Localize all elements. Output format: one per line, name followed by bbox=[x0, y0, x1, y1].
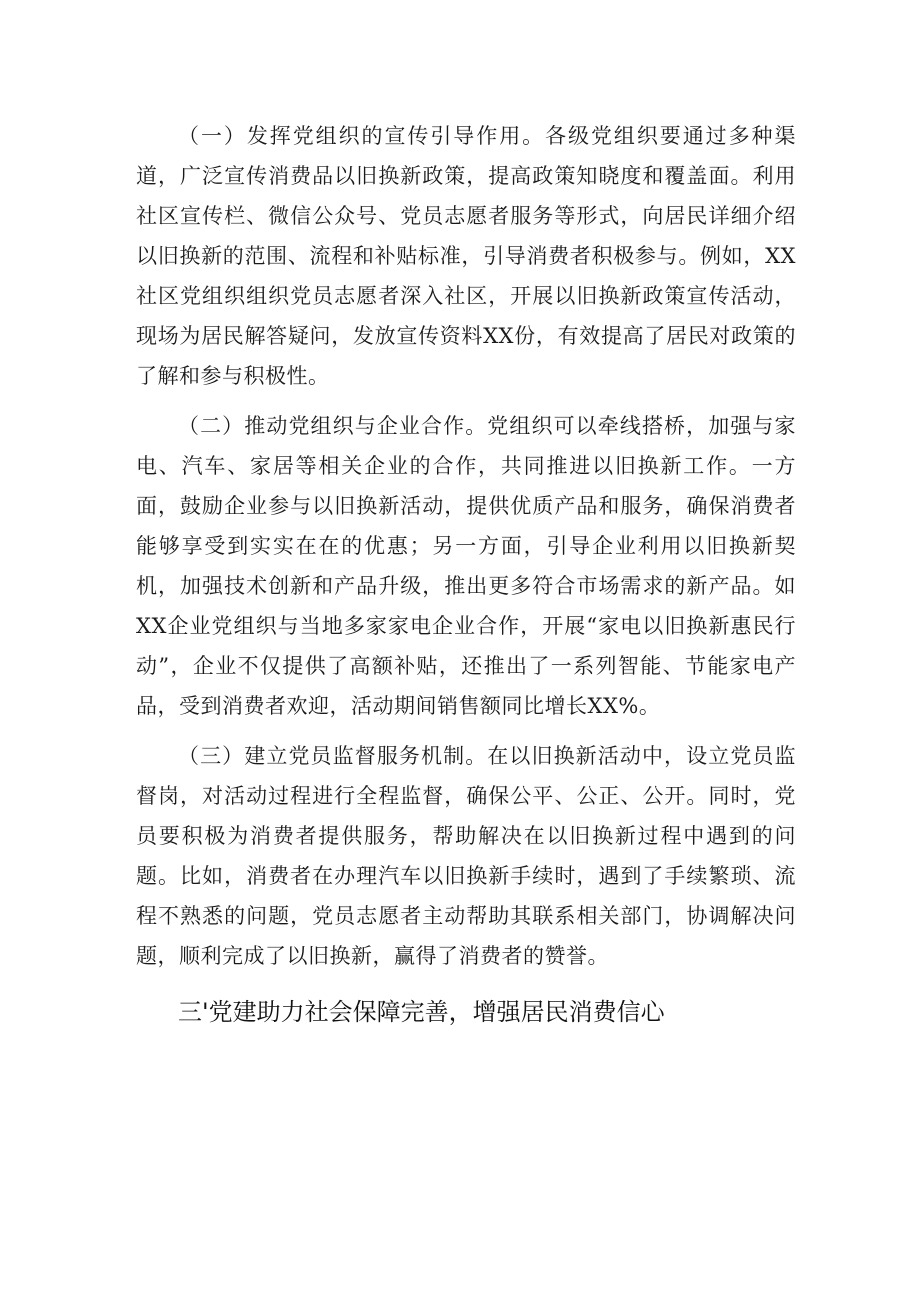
paragraph-supervision-service: （三）建立党员监督服务机制。在以旧换新活动中，设立党员监督岗，对活动过程进行全程监督，确保公平、公正、公开。同时，党员要积极为消费者提供服务，帮助解决在以旧换新过程中遇到的问题。比如，消费者在办理汽车以旧换新手续时，遇到了手续繁琐、流程不熟悉的问题，党员志愿者主动帮助其联系相关部门，协调解决问题，顺利完成了以旧换新，赢得了消费者的赞誉。 bbox=[136, 744, 796, 968]
paragraph-publicity-guidance: （一）发挥党组织的宣传引导作用。各级党组织要通过多种渠道，广泛宣传消费品以旧换新政策，提高政策知晓度和覆盖面。利用社区宣传栏、微信公众号、党员志愿者服务等形式，向居民详细介绍以旧换新的范围、流程和补贴标准，引导消费者积极参与。例如，XX社区党组织组织党员志愿者深入社区，开展以旧换新政策宣传活动，现场为居民解答疑问，发放宣传资料XX份，有效提高了居民对政策的了解和参与积极性。 bbox=[136, 124, 796, 388]
document-body bbox=[136, 116, 796, 1032]
paragraph-enterprise-cooperation: （二）推动党组织与企业合作。党组织可以牵线搭桥，加强与家电、汽车、家居等相关企业的合作，共同推进以旧换新工作。一方面，鼓励企业参与以旧换新活动，提供优质产品和服务，确保消费者能够享受到实实在在的优惠；另一方面，引导企业利用以旧换新契机，加强技术创新和产品升级，推出更多符合市场需求的新产品。如XX企业党组织与当地多家家电企业合作，开展“家电以旧换新惠民行动”，企业不仅提供了高额补贴，还推出了一系列智能、节能家电产品，受到消费者欢迎，活动期间销售额同比增长XX%。 bbox=[136, 414, 796, 718]
section-heading: 三'党建助力社会保障完善，增强居民消费信心 bbox=[178, 998, 665, 1026]
